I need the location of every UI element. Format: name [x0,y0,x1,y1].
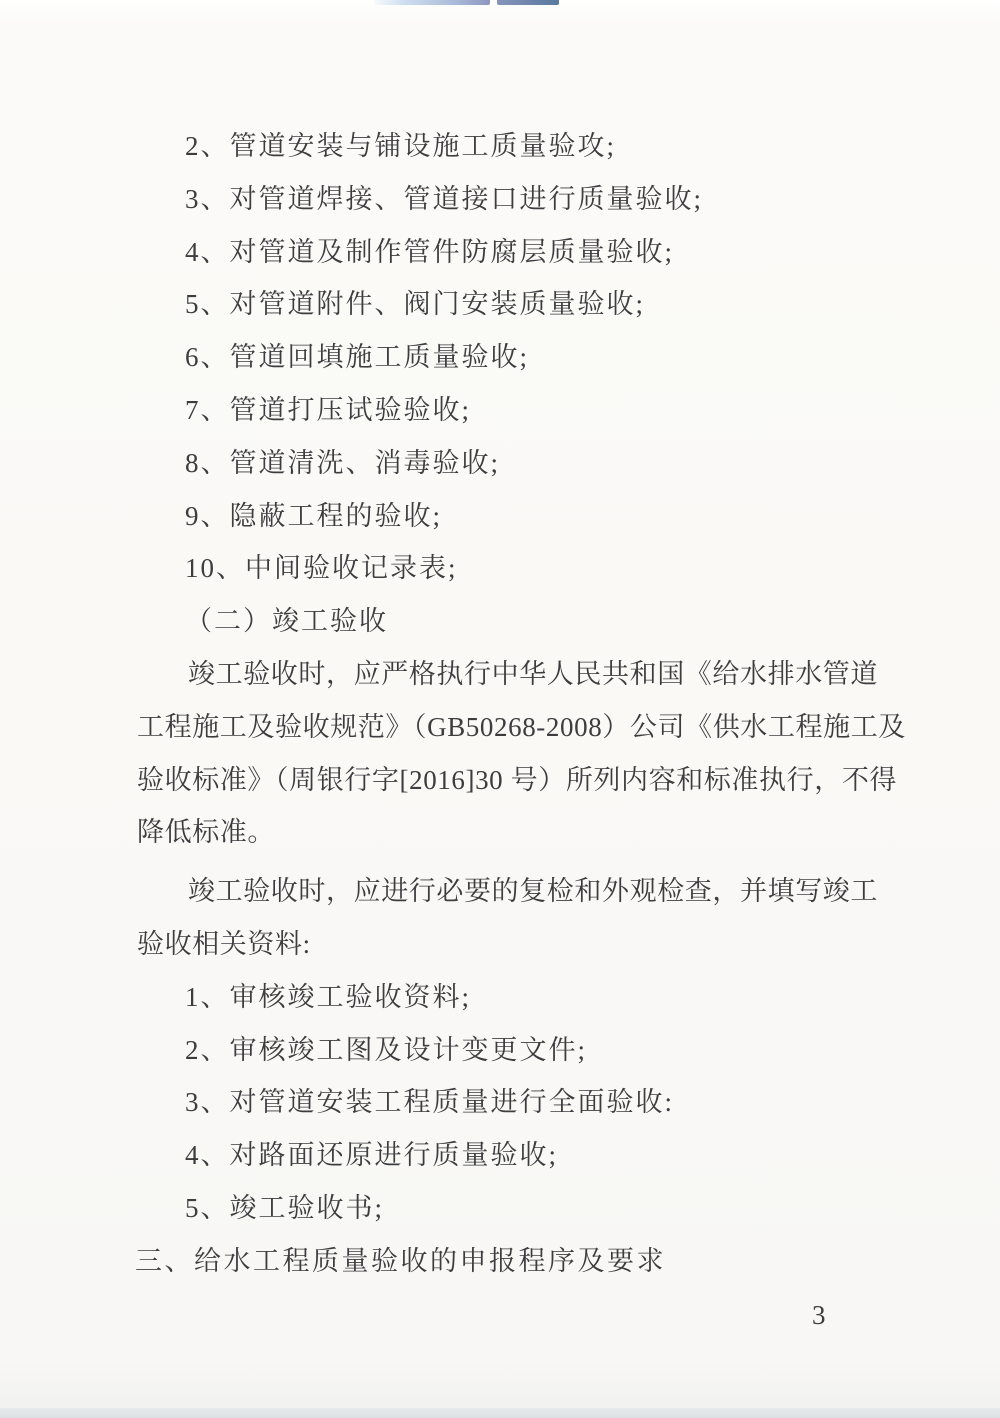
text-line: 竣工验收时，应进行必要的复检和外观检查，并填写竣工 [188,876,878,907]
text-line: 竣工验收时，应严格执行中华人民共和国《给水排水管道 [188,658,878,689]
scan-bottom-edge [0,1408,1000,1418]
scan-artifact-top-left-strip [374,0,490,5]
text-line: 1、审核竣工验收资料; [185,981,472,1012]
text-line: 10、中间验收记录表; [185,553,458,584]
text-line: 4、对管道及制作管件防腐层质量验收; [185,236,675,267]
text-line: 验收相关资料: [137,928,311,959]
text-line: 9、隐蔽工程的验收; [185,500,443,531]
scan-artifact-top-right-strip [497,0,559,5]
text-line: 三、给水工程质量验收的申报程序及要求 [135,1245,666,1276]
text-line: 7、管道打压试验验收; [185,394,472,425]
text-line: 5、竣工验收书; [185,1192,385,1223]
text-line: 4、对路面还原进行质量验收; [185,1140,559,1171]
text-line: 6、管道回填施工质量验收; [185,342,530,373]
text-line: 验收标准》（周银行字[2016]30 号）所列内容和标准执行，不得 [137,764,898,795]
text-line: 3、对管道安装工程质量进行全面验收: [185,1087,675,1118]
text-line: 降低标准。 [137,817,275,848]
text-line: （二）竣工验收 [185,606,388,637]
page-number: 3 [812,1300,826,1330]
text-line: 工程施工及验收规范》（GB50268-2008）公司《供水工程施工及 [137,711,906,742]
text-line: 3、对管道焊接、管道接口进行质量验收; [185,183,704,214]
text-line: 5、对管道附件、阀门安装质量验收; [185,289,646,320]
text-line: 2、审核竣工图及设计变更文件; [185,1034,588,1065]
text-line: 8、管道清洗、消毒验收; [185,447,501,478]
text-line: 2、管道安装与铺设施工质量验攻; [185,131,617,161]
document-body [135,120,906,1288]
